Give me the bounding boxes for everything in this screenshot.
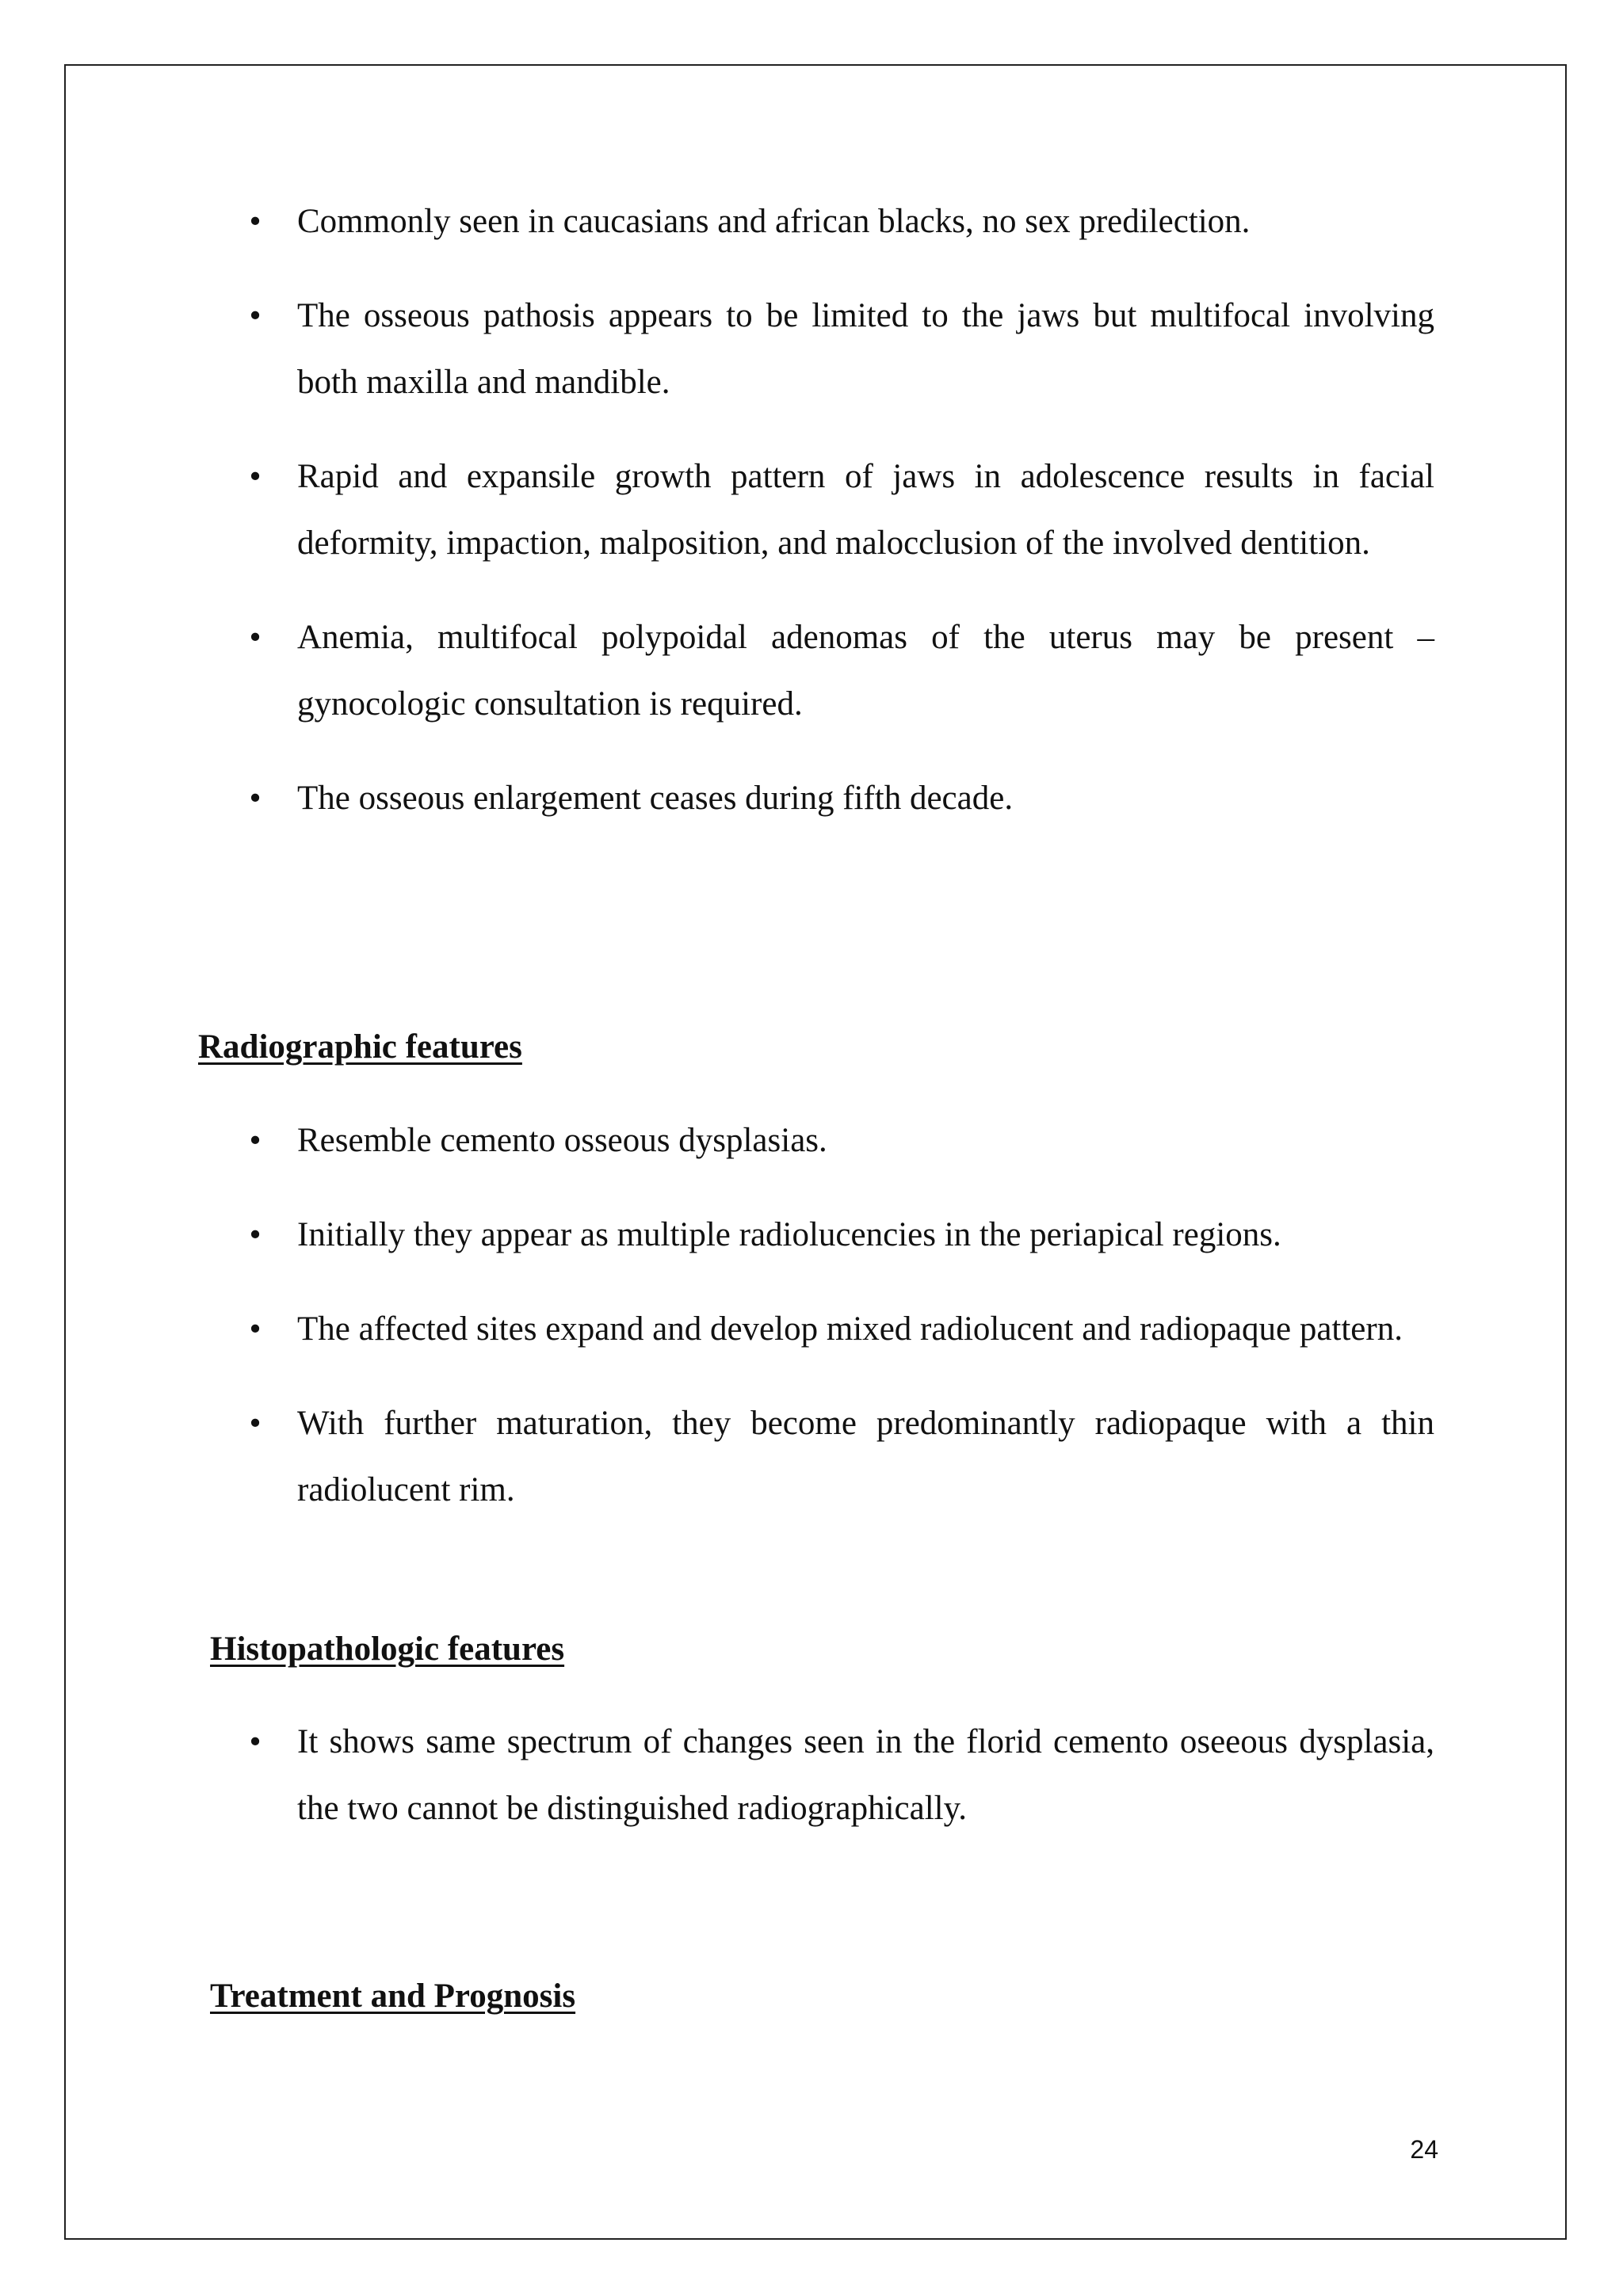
bullet-text: Commonly seen in caucasians and african blacks, no sex predilection. (297, 203, 1251, 240)
bullet-text: Anemia, multifocal polypoidal adenomas of the uterus may be present – gynocologic consultation is required. (297, 619, 1434, 723)
bullet-text: Resemble cemento osseous dysplasias. (297, 1122, 827, 1159)
radiographic-heading: Radiographic features (198, 1028, 522, 1066)
list-item (0, 189, 1623, 255)
bullet-icon: • (249, 1216, 262, 1253)
bullet-icon: • (249, 1122, 262, 1159)
bullet-icon: • (249, 1723, 262, 1760)
bullet-text: Initially they appear as multiple radiolucencies in the periapical regions. (297, 1216, 1281, 1253)
bullet-icon: • (249, 458, 262, 495)
list-item (0, 605, 1623, 738)
list-item (0, 1390, 1623, 1524)
list-item (0, 765, 1623, 832)
list-item (0, 1108, 1623, 1174)
bullet-icon: • (249, 1405, 262, 1442)
bullet-text: With further maturation, they become predominantly radiopaque with a thin radiolucent rim. (297, 1405, 1434, 1508)
list-item (0, 444, 1623, 577)
treatment-heading: Treatment and Prognosis (210, 1978, 576, 2015)
bullet-icon: • (249, 1310, 262, 1348)
bullet-text: Rapid and expansile growth pattern of jaws in adolescence results in facial deformity, impaction, malposition, and malocclusion of the involved dentition. (297, 458, 1434, 562)
bullet-icon: • (249, 780, 262, 817)
bullet-text: The osseous pathosis appears to be limited to the jaws but multifocal involving both maxilla and mandible. (297, 297, 1434, 401)
list-item (0, 283, 1623, 416)
bullet-text: The affected sites expand and develop mixed radiolucent and radiopaque pattern. (297, 1310, 1403, 1348)
bullet-icon: • (249, 203, 262, 240)
radiographic-bullet-list (0, 1108, 1623, 1551)
bullet-icon: • (249, 619, 262, 656)
bullet-icon: • (249, 297, 262, 334)
bullet-text: It shows same spectrum of changes seen in the florid cemento oseeous dysplasia, the two cannot be distinguished radiographically. (297, 1723, 1434, 1827)
list-item (0, 1709, 1623, 1842)
page-number: 24 (1410, 2135, 1438, 2164)
list-item (0, 1202, 1623, 1268)
bullet-text: The osseous enlargement ceases during fifth decade. (297, 780, 1014, 817)
intro-bullet-list (0, 189, 1623, 860)
list-item (0, 1296, 1623, 1363)
histopathologic-heading: Histopathologic features (210, 1630, 565, 1668)
histopathologic-bullet-list (0, 1709, 1623, 1870)
